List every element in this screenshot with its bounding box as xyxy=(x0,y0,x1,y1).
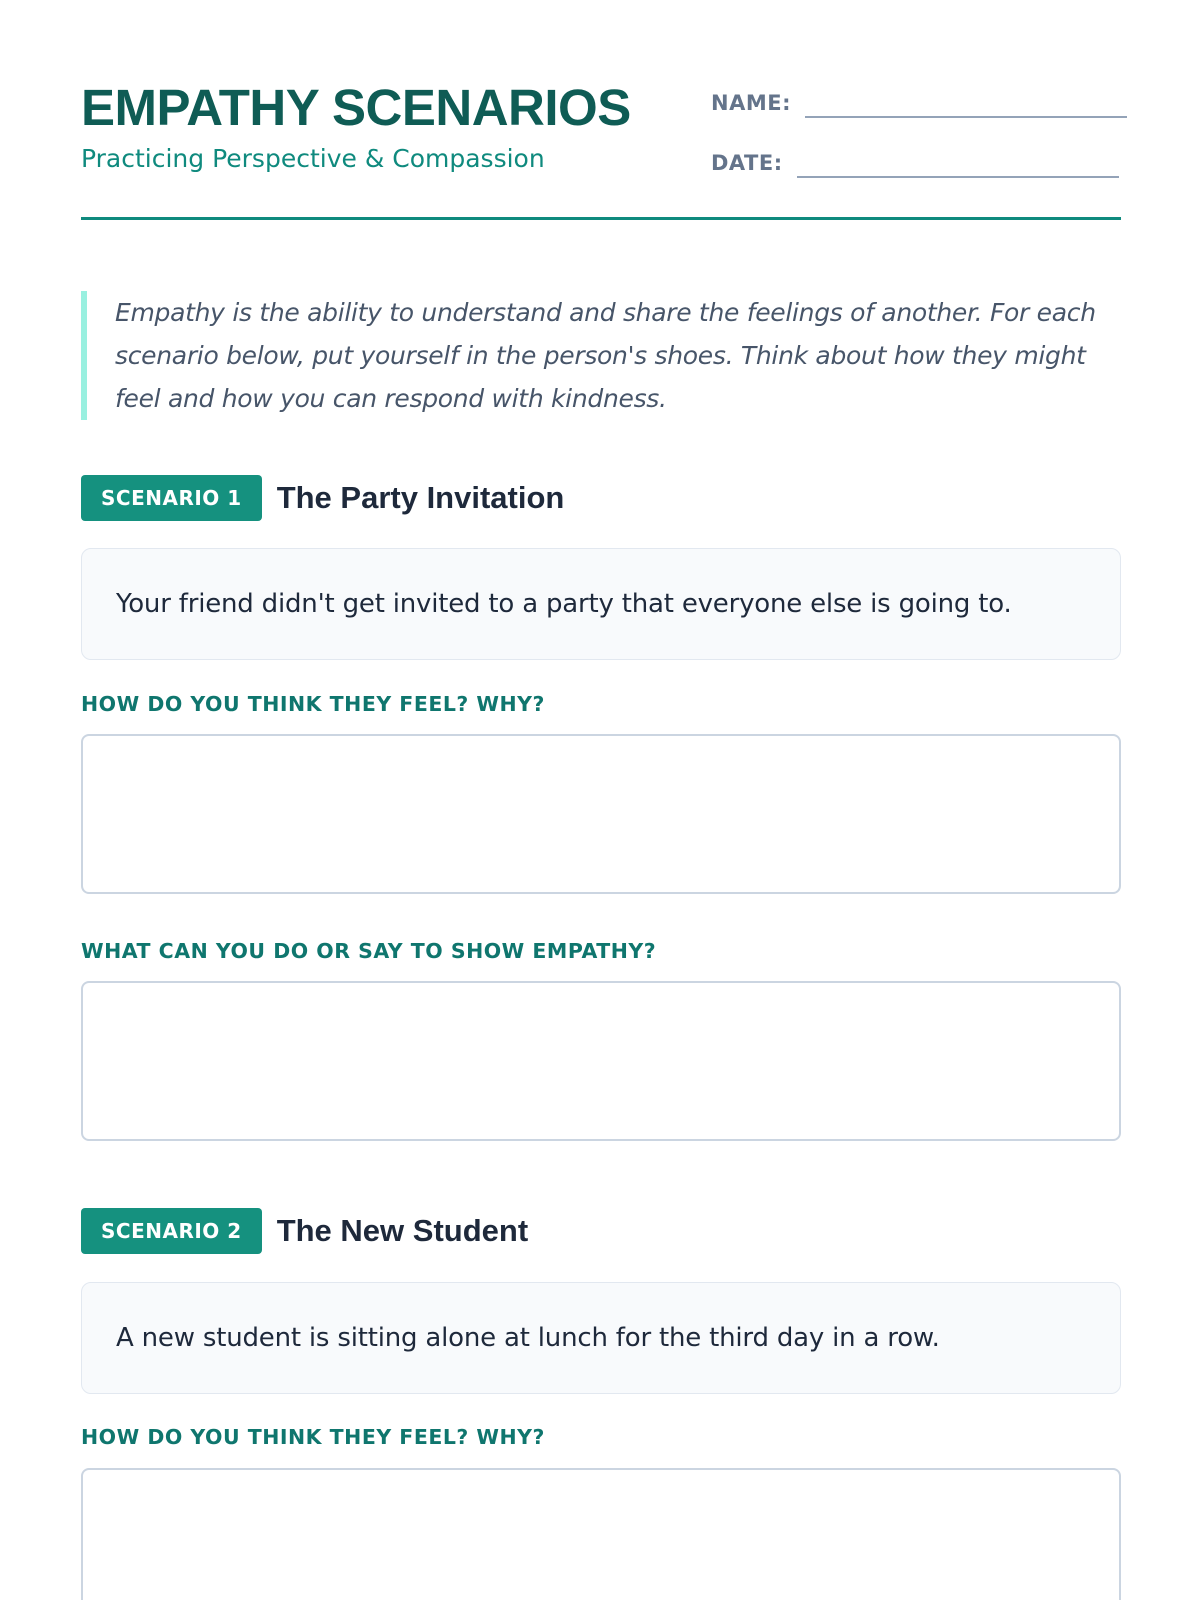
scenario-1-question-feel: HOW DO YOU THINK THEY FEEL? WHY? xyxy=(81,692,545,716)
scenario-1-badge: SCENARIO 1 xyxy=(81,475,262,521)
name-line[interactable] xyxy=(805,88,1127,118)
scenario-2-description xyxy=(81,1282,1121,1394)
worksheet-header xyxy=(81,78,1121,220)
scenario-1-empathy-answer[interactable] xyxy=(81,981,1121,1141)
intro-callout xyxy=(81,291,1121,420)
intro-text: Empathy is the ability to understand and share the feelings of another. For each scenario below, put yourself in the person's shoes. Think about how they might feel and how you can respond with kindness. xyxy=(115,298,1096,413)
scenario-1-title: The Party Invitation xyxy=(276,480,565,515)
scenario-2-badge: SCENARIO 2 xyxy=(81,1208,262,1254)
scenario-2-title: The New Student xyxy=(276,1213,529,1248)
scenario-1-feel-answer[interactable] xyxy=(81,734,1121,894)
date-field xyxy=(711,148,1119,178)
name-label: NAME: xyxy=(711,91,791,115)
scenario-2-question-feel: HOW DO YOU THINK THEY FEEL? WHY? xyxy=(81,1425,545,1449)
scenario-1-description xyxy=(81,548,1121,660)
page-subtitle: Practicing Perspective & Compassion xyxy=(81,144,545,173)
name-field xyxy=(711,88,1127,118)
scenario-1-question-empathy: WHAT CAN YOU DO OR SAY TO SHOW EMPATHY? xyxy=(81,939,657,963)
scenario-1-text: Your friend didn't get invited to a party that everyone else is going to. xyxy=(116,589,1012,619)
scenario-1-heading xyxy=(81,475,564,521)
scenario-2-heading xyxy=(81,1208,528,1254)
scenario-2-text: A new student is sitting alone at lunch for the third day in a row. xyxy=(116,1323,940,1353)
date-line[interactable] xyxy=(797,148,1119,178)
page-title: EMPATHY SCENARIOS xyxy=(81,79,631,136)
date-label: DATE: xyxy=(711,151,783,175)
scenario-2-feel-answer[interactable] xyxy=(81,1468,1121,1600)
